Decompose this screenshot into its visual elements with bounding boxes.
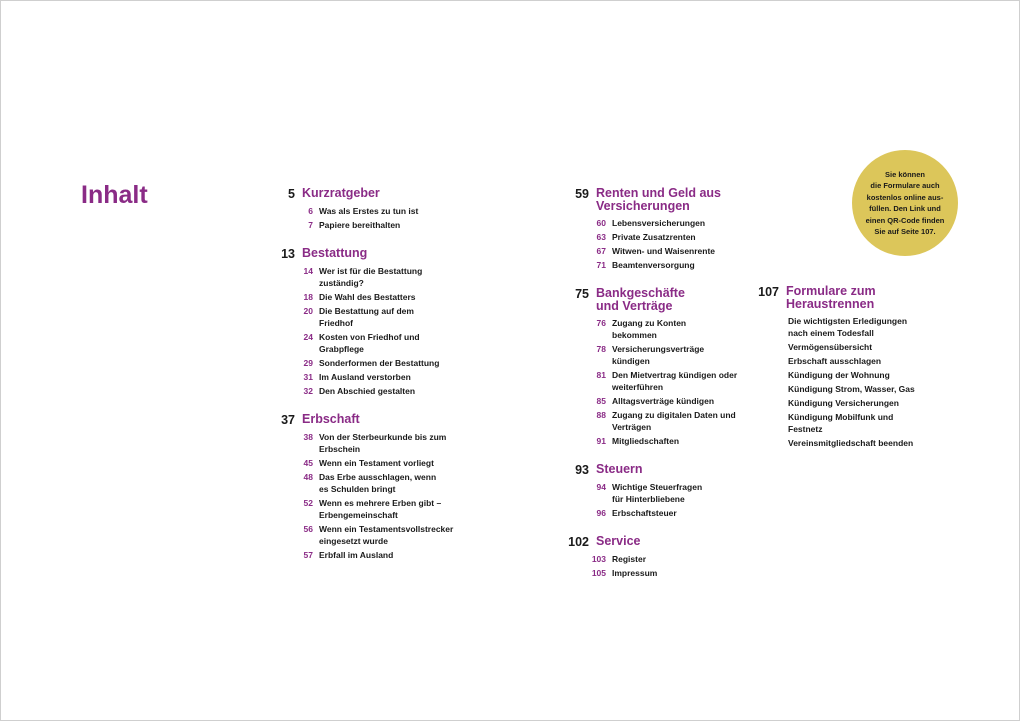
entry-title: Kosten von Friedhof und Grabpflege bbox=[319, 332, 420, 354]
section-heading[interactable] bbox=[271, 187, 501, 201]
section-page-number: 107 bbox=[758, 285, 779, 299]
toc-entry[interactable] bbox=[271, 219, 501, 231]
entry-title: Vermögensübersicht bbox=[788, 342, 873, 352]
entry-title: Mitgliedschaften bbox=[612, 436, 680, 446]
entry-title: Alltagsverträge kündigen bbox=[612, 396, 715, 406]
toc-entry[interactable] bbox=[271, 385, 501, 397]
toc-entry[interactable] bbox=[271, 457, 501, 469]
entry-page-number: 45 bbox=[303, 458, 313, 468]
entry-title: Wer ist für die Bestattung zuständig? bbox=[319, 266, 423, 288]
toc-entry[interactable] bbox=[557, 567, 797, 579]
entry-title: Beamtenversorgung bbox=[612, 260, 695, 270]
toc-entry[interactable] bbox=[271, 291, 501, 303]
toc-entry[interactable] bbox=[788, 369, 949, 381]
entry-page-number: 76 bbox=[596, 318, 606, 328]
entry-title: Erbschaftsteuer bbox=[612, 508, 677, 518]
entry-title: Papiere bereithalten bbox=[319, 220, 401, 230]
toc-entry[interactable] bbox=[788, 383, 949, 395]
entry-page-number: 63 bbox=[596, 232, 606, 242]
toc-entry[interactable] bbox=[788, 341, 949, 353]
section-page-number: 102 bbox=[568, 535, 589, 549]
section-entries bbox=[557, 217, 797, 271]
entry-title: Den Abschied gestalten bbox=[319, 386, 416, 396]
toc-entry[interactable] bbox=[271, 265, 501, 289]
entry-title: Was als Erstes zu tun ist bbox=[319, 206, 419, 216]
entry-page-number: 91 bbox=[596, 436, 606, 446]
section-page-number: 5 bbox=[288, 187, 295, 201]
toc-entry[interactable] bbox=[557, 245, 797, 257]
entry-title: Von der Sterbeurkunde bis zum Erbschein bbox=[319, 432, 447, 454]
entry-title: Zugang zu Konten bekommen bbox=[612, 318, 687, 340]
entry-title: Witwen- und Waisenrente bbox=[612, 246, 716, 256]
section-title: Bestattung bbox=[302, 246, 368, 260]
entry-title: Erbschaft ausschlagen bbox=[788, 356, 882, 366]
entry-page-number: 96 bbox=[596, 508, 606, 518]
entry-title: Erbfall im Ausland bbox=[319, 550, 394, 560]
toc-section bbox=[749, 285, 949, 449]
entry-title: Kündigung Mobilfunk und Festnetz bbox=[788, 412, 894, 434]
toc-entry[interactable] bbox=[557, 507, 797, 519]
toc-entry[interactable] bbox=[557, 217, 797, 229]
badge-text: Sie können die Formulare auch kostenlos online aus- füllen. Den Link und einen QR-Code finden Sie auf Seite 107. bbox=[865, 169, 945, 236]
section-title: Erbschaft bbox=[302, 412, 360, 426]
entry-page-number: 56 bbox=[303, 524, 313, 534]
toc-entry[interactable] bbox=[557, 231, 797, 243]
entry-page-number: 7 bbox=[308, 220, 313, 230]
toc-entry[interactable] bbox=[271, 357, 501, 369]
entry-title: Impressum bbox=[612, 568, 658, 578]
toc-entry[interactable] bbox=[271, 371, 501, 383]
toc-entry[interactable] bbox=[271, 523, 501, 547]
section-heading[interactable] bbox=[749, 285, 949, 311]
section-heading[interactable] bbox=[557, 535, 797, 549]
entry-title: Wenn ein Testament vorliegt bbox=[319, 458, 434, 468]
toc-entry[interactable] bbox=[271, 497, 501, 521]
toc-entry[interactable] bbox=[271, 205, 501, 217]
section-heading[interactable] bbox=[271, 247, 501, 261]
section-entries bbox=[557, 553, 797, 579]
section-title: Steuern bbox=[596, 462, 643, 476]
page-title: Inhalt bbox=[81, 181, 148, 209]
toc-column-1 bbox=[271, 187, 501, 577]
toc-section bbox=[271, 247, 501, 397]
toc-entry[interactable] bbox=[788, 397, 949, 409]
toc-entry[interactable] bbox=[271, 471, 501, 495]
toc-entry[interactable] bbox=[557, 553, 797, 565]
toc-entry[interactable] bbox=[788, 355, 949, 367]
entry-title: Versicherungsverträge kündigen bbox=[612, 344, 705, 366]
section-heading[interactable] bbox=[271, 413, 501, 427]
entry-title: Register bbox=[612, 554, 647, 564]
entry-page-number: 14 bbox=[303, 266, 313, 276]
toc-section bbox=[271, 187, 501, 231]
online-forms-badge bbox=[852, 150, 958, 256]
entry-page-number: 32 bbox=[303, 386, 313, 396]
section-title: Kurzratgeber bbox=[302, 186, 380, 200]
entry-title: Die Wahl des Bestatters bbox=[319, 292, 416, 302]
entry-title: Kündigung Strom, Wasser, Gas bbox=[788, 384, 915, 394]
section-title: Service bbox=[596, 534, 641, 548]
section-title: Renten und Geld aus Versicherungen bbox=[596, 186, 722, 213]
entry-page-number: 38 bbox=[303, 432, 313, 442]
section-page-number: 59 bbox=[575, 187, 589, 201]
entry-title: Zugang zu digitalen Daten und Verträgen bbox=[612, 410, 736, 432]
entry-page-number: 18 bbox=[303, 292, 313, 302]
section-entries bbox=[788, 315, 949, 449]
entry-title: Private Zusatzrenten bbox=[612, 232, 696, 242]
toc-column-3 bbox=[749, 285, 949, 465]
entry-page-number: 29 bbox=[303, 358, 313, 368]
section-heading[interactable] bbox=[557, 187, 797, 213]
entry-page-number: 67 bbox=[596, 246, 606, 256]
toc-entry[interactable] bbox=[557, 259, 797, 271]
entry-page-number: 88 bbox=[596, 410, 606, 420]
entry-page-number: 60 bbox=[596, 218, 606, 228]
entry-page-number: 71 bbox=[596, 260, 606, 270]
entry-page-number: 81 bbox=[596, 370, 606, 380]
entry-title: Die Bestattung auf dem Friedhof bbox=[319, 306, 414, 328]
entry-page-number: 48 bbox=[303, 472, 313, 482]
entry-page-number: 78 bbox=[596, 344, 606, 354]
entry-title: Wenn es mehrere Erben gibt – Erbengemeinschaft bbox=[319, 498, 442, 520]
toc-entry[interactable] bbox=[788, 315, 949, 339]
entry-page-number: 24 bbox=[303, 332, 313, 342]
entry-title: Sonderformen der Bestattung bbox=[319, 358, 440, 368]
toc-entry[interactable] bbox=[788, 411, 949, 435]
section-title: Formulare zum Heraustrennen bbox=[786, 284, 876, 311]
toc-entry[interactable] bbox=[557, 481, 797, 505]
section-heading[interactable] bbox=[557, 463, 797, 477]
entry-title: Vereinsmitgliedschaft beenden bbox=[788, 438, 914, 448]
section-page-number: 93 bbox=[575, 463, 589, 477]
entry-page-number: 52 bbox=[303, 498, 313, 508]
entry-page-number: 105 bbox=[591, 568, 606, 578]
toc-entry[interactable] bbox=[271, 331, 501, 355]
section-entries bbox=[271, 265, 501, 397]
entry-title: Den Mietvertrag kündigen oder weiterführen bbox=[612, 370, 738, 392]
section-title: Bankgeschäfte und Verträge bbox=[596, 286, 685, 313]
toc-section bbox=[557, 535, 797, 579]
entry-page-number: 31 bbox=[303, 372, 313, 382]
entry-page-number: 20 bbox=[303, 306, 313, 316]
entry-page-number: 85 bbox=[596, 396, 606, 406]
toc-entry[interactable] bbox=[271, 431, 501, 455]
toc-section bbox=[557, 187, 797, 271]
section-entries bbox=[271, 431, 501, 561]
entry-title: Das Erbe ausschlagen, wenn es Schulden bringt bbox=[319, 472, 437, 494]
entry-title: Kündigung der Wohnung bbox=[788, 370, 890, 380]
entry-title: Wenn ein Testamentsvollstrecker eingesetzt wurde bbox=[319, 524, 454, 546]
section-entries bbox=[557, 481, 797, 519]
toc-entry[interactable] bbox=[271, 305, 501, 329]
entry-title: Wichtige Steuerfragen für Hinterbliebene bbox=[612, 482, 703, 504]
entry-title: Lebensversicherungen bbox=[612, 218, 706, 228]
entry-page-number: 94 bbox=[596, 482, 606, 492]
section-page-number: 37 bbox=[281, 413, 295, 427]
entry-page-number: 6 bbox=[308, 206, 313, 216]
toc-entry[interactable] bbox=[788, 437, 949, 449]
toc-entry[interactable] bbox=[271, 549, 501, 561]
entry-title: Die wichtigsten Erledigungen nach einem Todesfall bbox=[788, 316, 908, 338]
section-page-number: 13 bbox=[281, 247, 295, 261]
entry-title: Im Ausland verstorben bbox=[319, 372, 411, 382]
toc-section bbox=[557, 463, 797, 519]
entry-page-number: 103 bbox=[591, 554, 606, 564]
entry-page-number: 57 bbox=[303, 550, 313, 560]
entry-title: Kündigung Versicherungen bbox=[788, 398, 899, 408]
toc-section bbox=[271, 413, 501, 561]
section-page-number: 75 bbox=[575, 287, 589, 301]
section-entries bbox=[271, 205, 501, 231]
